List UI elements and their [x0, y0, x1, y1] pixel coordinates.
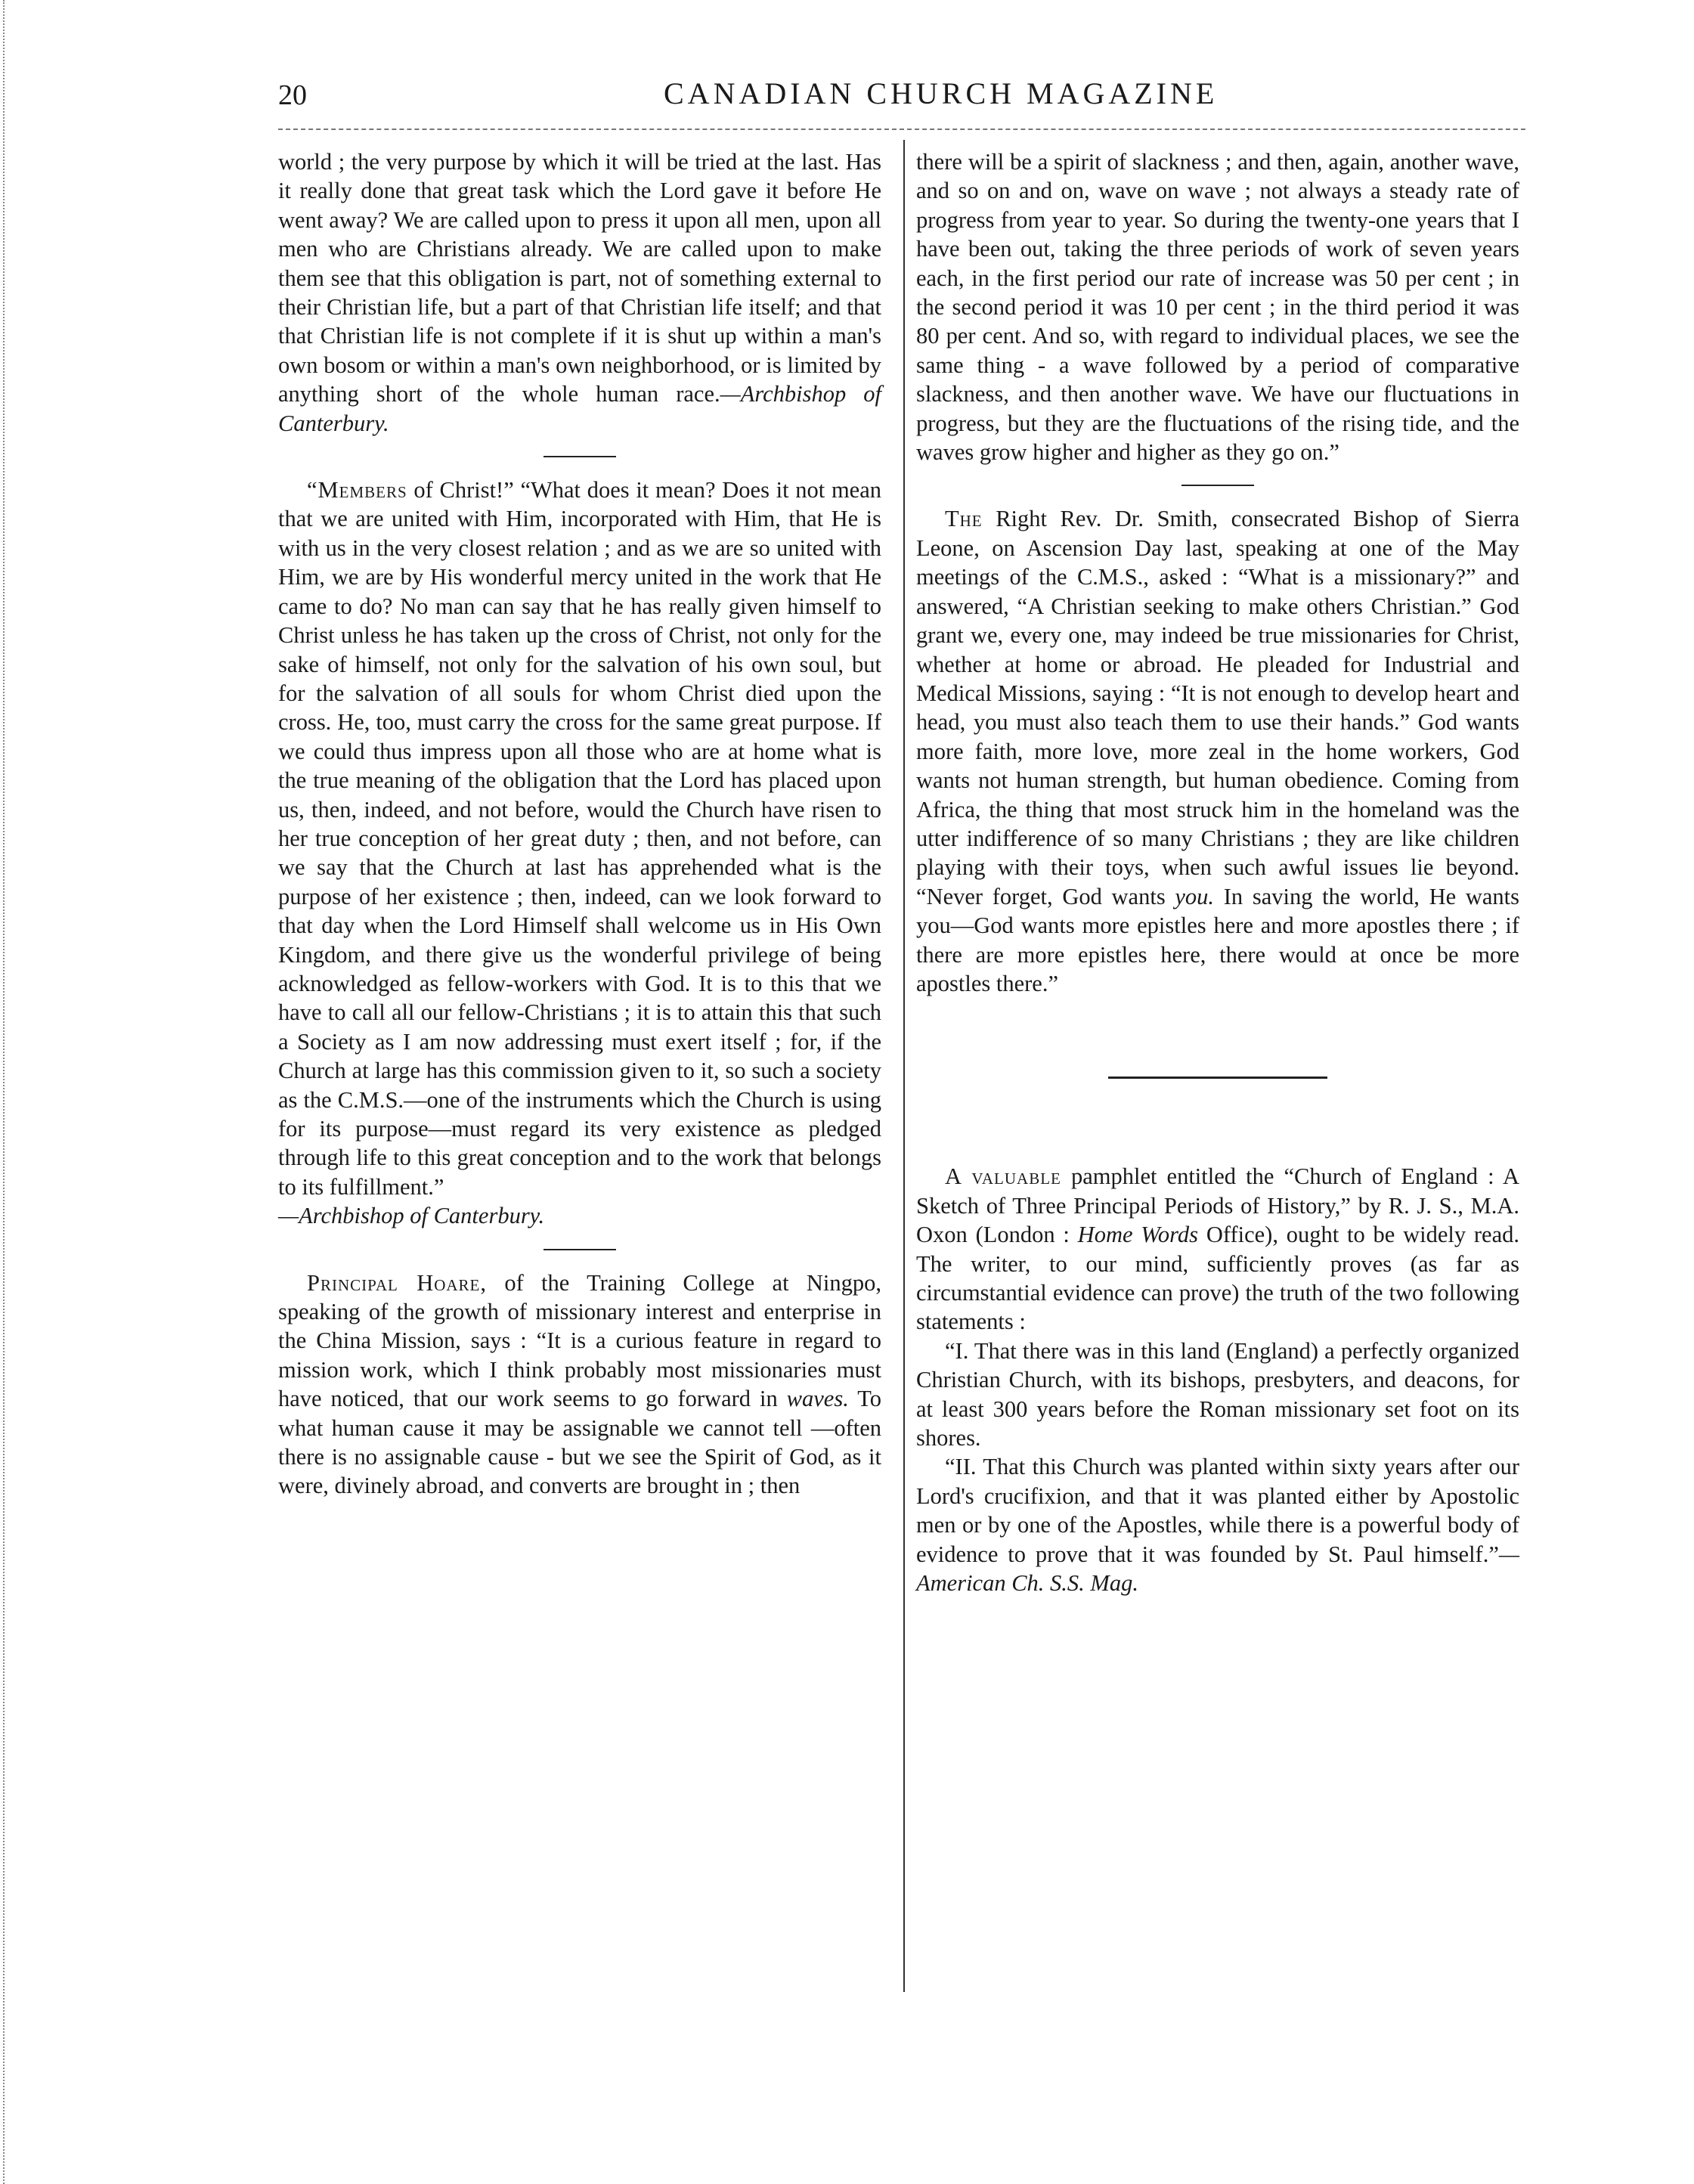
paragraph-text: pamphlet entitled the “Church of England : A Sketch of Three Principal Periods of History,” by R. J. S., M.A. Oxon (London :	[916, 1163, 1519, 1248]
attribution: —Archbishop of Canterbury.	[278, 381, 881, 436]
principal-hoare-paragraph	[278, 1269, 881, 1501]
attribution: —American Ch. S.S. Mag.	[916, 1541, 1519, 1597]
article-divider	[1108, 1077, 1327, 1079]
left-column	[278, 147, 881, 1501]
paragraph-text: To what human cause it may be assignable we cannot tell —often there is no assignable cause - but we see the Spirit of God, as it were, divinely abroad, and converts are brought in ; then	[278, 1386, 881, 1499]
waves-continuation-paragraph: there will be a spirit of slackness ; and then, again, another wave, and so on and on, wave on wave ; not always a steady rate of progress from year to year. So during the twenty-one years that I have been out, taking the three periods of work of seven years each, in the first period our rate of increase was 50 per cent ; in the second period it was 10 per cent ; in the third period it was 80 per cent. And so, with regard to individual places, we see the same thing - a wave followed by a period of comparative slackness, and then another wave. We have our fluctuations in progress, but they are the fluctuations of the rising tide, and the waves grow higher and higher as they go on.”	[916, 149, 1519, 466]
header-rule	[278, 129, 1525, 130]
emphasis: you.	[1175, 883, 1215, 909]
paragraph-text: In saving the world, He wants you—God wants more epistles here and more apostles there ; if there are more epistles here, there would at once be more apostles there.”	[916, 883, 1519, 996]
lead-words: The	[945, 506, 983, 532]
section-divider	[544, 1249, 616, 1250]
bishop-smith-paragraph	[916, 504, 1519, 998]
section-divider	[544, 456, 616, 457]
pamphlet-paragraph	[916, 1162, 1519, 1336]
statement-one: “I. That there was in this land (England) a perfectly organized Christian Church, with its bishops, presbyters, and deacons, for at least 300 years before the Roman missionary set foot on its shores.	[916, 1337, 1519, 1451]
lead-words: A valuable	[945, 1163, 1061, 1190]
paragraph-text: of the Training College at Ningpo, speaking of the growth of missionary interest and enterprise in the China Mission, says : “It is a curious feature in regard to mission work, which I think probably most missionaries must have noticed, that our work seems to go forward in	[278, 1269, 881, 1412]
attribution: —Archbishop of Canterbury.	[278, 1203, 545, 1229]
running-head: CANADIAN CHURCH MAGAZINE	[664, 76, 1219, 110]
emphasis: Home Words	[1077, 1222, 1199, 1248]
paragraph-text: “II. That this Church was planted within sixty years after our Lord's crucifixion, and that it was planted either by Apostolic men or by one of the Apostles, while there is a powerful body of evidence to prove that it was founded by St. Paul himself.”	[916, 1454, 1519, 1567]
paragraph-text: Office), ought to be widely read. The writer, to our mind, sufficiently proves (as far as circumstantial evidence can prove) the truth of the two following statements :	[916, 1222, 1519, 1335]
paragraph-text: of Christ!” “What does it mean? Does it not mean that we are united with Him, incorporated with Him, that He is with us in the very closest relation ; and as we are so united with Him, we are by His wonderful mercy united in the work that He came to do? No man can say that he has really given himself to Christ unless he has taken up the cross of Christ, not only for the sake of himself, not only for the salvation of his own soul, but for the salvation of all souls for whom Christ died upon the cross. He, too, must carry the cross for the same great purpose. If we could thus impress upon all those who are at home what is the true meaning of the obligation that the Lord has placed upon us, then, indeed, and not before, would the Church have risen to her true conception of her great duty ; then, and not before, can we say that the Church at last has apprehended what is the purpose of her existence ; then, indeed, can we look forward to that day when the Lord Himself shall welcome us in His Own Kingdom, and there give us the wonderful privilege of being acknowledged as fellow-workers with God. It is to this that we have to call all our fellow-Christians ; it is to attain this that such a Society as I am now addressing must exert itself ; for, if the Church at large has this commission given to it, so such a society as the C.M.S.—one of the instruments which the Church is using for its purpose—must regard its very existence as pledged through life to this great conception and to the work that belongs to its fulfillment.”	[278, 477, 881, 1200]
statement-two	[916, 1452, 1519, 1597]
lead-words: Principal Hoare,	[307, 1269, 488, 1296]
paragraph-text: Right Rev. Dr. Smith, consecrated Bishop of Sierra Leone, on Ascension Day last, speaking at one of the May meetings of the C.M.S., asked : “What is a missionary?” and answered, “A Christian seeking to make others Christian.” God grant we, every one, may indeed be true missionaries for Christ, whether at home or abroad. He pleaded for Industrial and Medical Missions, saying : “It is not enough to develop heart and head, you must also teach them to use their hands.” God wants more faith, more love, more zeal in the home workers, God wants not human strength, but human obedience. Coming from Africa, the thing that most struck him in the homeland was the utter indifference of so many Christians ; they are like children playing with their toys, when such awful issues lie beyond. “Never forget, God wants	[916, 506, 1519, 909]
column-divider	[903, 140, 905, 1992]
members-of-christ-paragraph	[278, 476, 881, 1201]
right-column	[916, 147, 1519, 1597]
scan-margin-marks	[3, 0, 5, 2184]
section-divider	[1181, 485, 1254, 486]
page-number: 20	[278, 79, 307, 111]
emphasis: waves.	[786, 1386, 849, 1412]
lead-words: “Members	[307, 477, 407, 503]
paragraph-text: world ; the very purpose by which it will be tried at the last. Has it really done that great task which the Lord gave it before He went away? We are called upon to press it upon all men, upon all men who are Christians already. We are called upon to make them see that this obligation is part, not of something external to their Christian life, but a part of that Christian life itself; and that that Christian life is not complete if it is shut up within a man's own bosom or within a man's own neighborhood, or is limited by anything short of the whole human race.	[278, 149, 881, 407]
archbishop-paragraph-1	[278, 147, 881, 438]
